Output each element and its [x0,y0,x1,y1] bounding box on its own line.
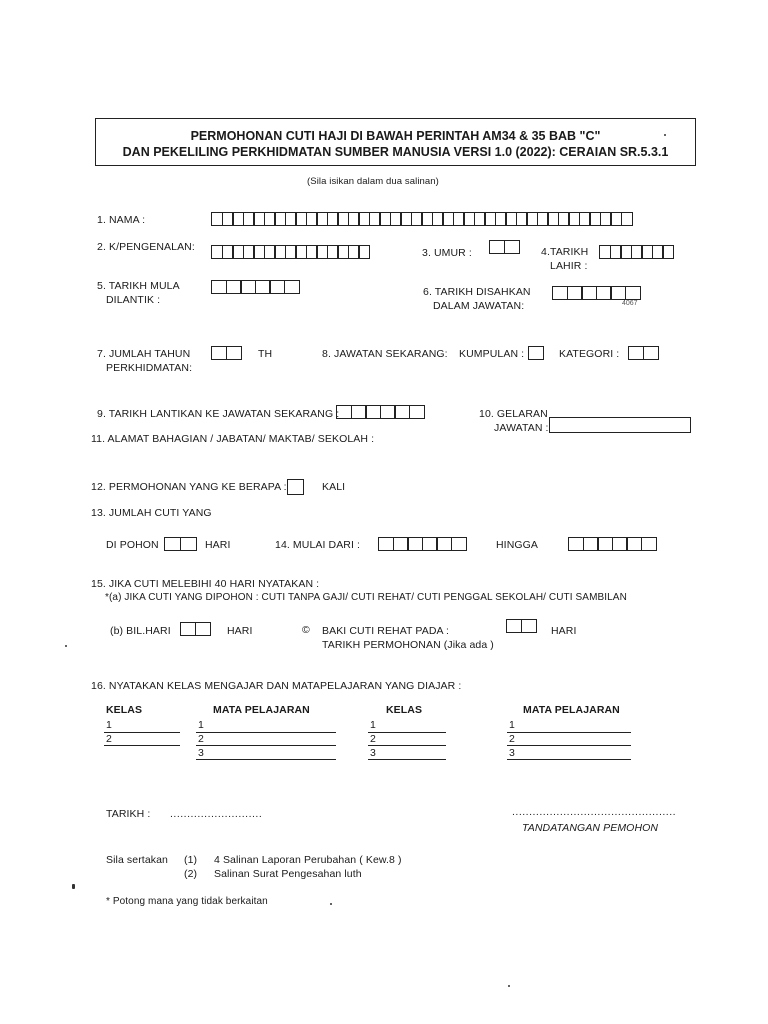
label-umur: 3. UMUR : [422,247,472,259]
attach-num-1: (1) [184,854,198,866]
label-mulai-dari: 14. MULAI DARI : [275,539,361,551]
row-num: 2 [106,733,112,745]
label-di-pohon: DI POHON [106,539,159,551]
label-tarikh-lahir-1: 4.TARIKH [541,246,589,258]
row-num: 2 [370,733,376,745]
line-mp-r2[interactable] [507,745,631,746]
line-kelas-r3[interactable] [368,759,446,760]
scan-speck [330,903,332,905]
header-mata-pelajaran-2: MATA PELAJARAN [523,704,620,716]
form-title-line-1: PERMOHONAN CUTI HAJI DI BAWAH PERINTAH AM34 & 35 BAB "C" [190,129,601,143]
label-kategori: KATEGORI : [559,348,620,360]
row-num: 3 [509,747,515,759]
row-num: 1 [106,719,112,731]
row-num: 3 [198,747,204,759]
input-nama-boxes[interactable] [211,212,631,228]
label-jumlah-cuti: 13. JUMLAH CUTI YANG [91,507,212,519]
label-disahkan-1: 6. TARIKH DISAHKAN [423,286,531,298]
label-bil-hari: (b) BIL.HARI [110,625,171,637]
attach-item-1: 4 Salinan Laporan Perubahan ( Kew.8 ) [214,854,402,866]
label-hari-15b: HARI [227,625,253,637]
attach-item-2: Salinan Surat Pengesahan luth [214,868,362,880]
line-kelas-r2[interactable] [368,745,446,746]
input-tarikh-lantikan-boxes[interactable] [336,405,423,421]
input-baki-boxes[interactable] [506,619,535,635]
label-tarikh-lantikan: 9. TARIKH LANTIKAN KE JAWATAN SEKARANG : [97,408,340,420]
header-kelas-1: KELAS [106,704,143,716]
input-umur-boxes[interactable] [489,240,518,256]
input-tarikh-lahir-boxes[interactable] [599,245,673,261]
label-c-mark: © [302,624,310,636]
header-mata-pelajaran-1: MATA PELAJARAN [213,704,310,716]
label-disahkan-2: DALAM JAWATAN: [433,300,525,312]
label-tarikh: TARIKH : [106,808,151,820]
header-kelas-2: KELAS [386,704,423,716]
label-hingga: HINGGA [496,539,539,551]
label-baki-1: BAKI CUTI REHAT PADA : [322,625,450,637]
attach-num-2: (2) [184,868,198,880]
form-subtitle: (Sila isikan dalam dua salinan) [307,176,439,187]
label-tarikh-lahir-2: LAHIR : [550,260,588,272]
input-permohonan-ke-box[interactable] [287,479,304,495]
line-mp-r3[interactable] [507,759,631,760]
scan-speck [664,134,666,136]
label-baki-2: TARIKH PERMOHONAN (Jika ada ) [322,639,494,651]
line-kelas-1[interactable] [104,732,180,733]
input-kumpulan-box[interactable] [528,346,544,360]
label-mula-dilantik-1: 5. TARIKH MULA [97,280,180,292]
scan-speck [508,985,510,987]
input-gelaran-jawatan[interactable] [549,417,691,433]
input-hingga-boxes[interactable] [568,537,655,553]
input-bil-hari-boxes[interactable] [180,622,209,638]
label-alamat: 11. ALAMAT BAHAGIAN / JABATAN/ MAKTAB/ SEKOLAH : [91,433,375,445]
row-num: 1 [370,719,376,731]
label-gelaran-2: JAWATAN : [494,422,549,434]
line-kelas-r1[interactable] [368,732,446,733]
input-mula-dilantik-boxes[interactable] [211,280,298,296]
line-mp-r1[interactable] [507,732,631,733]
input-mulai-dari-boxes[interactable] [378,537,465,553]
label-mula-dilantik-2: DILANTIK : [106,294,161,306]
label-tandatangan: TANDATANGAN PEMOHON [522,822,659,834]
label-jawatan-sekarang: 8. JAWATAN SEKARANG: [322,348,448,360]
input-kp-boxes[interactable] [211,245,369,261]
label-kp: 2. K/PENGENALAN: [97,241,195,253]
row-num: 2 [198,733,204,745]
label-sertakan: Sila sertakan [106,854,168,866]
label-th: TH [258,348,273,360]
label-jumlah-tahun-1: 7. JUMLAH TAHUN [97,348,191,360]
stamp-mark: 4067 [622,300,638,307]
row-num: 1 [198,719,204,731]
line-mp-3[interactable] [196,759,336,760]
scan-speck [65,645,67,647]
label-q15: 15. JIKA CUTI MELEBIHI 40 HARI NYATAKAN : [91,578,320,590]
signature-dotted-line[interactable]: ................................................ [512,806,677,818]
row-num: 2 [509,733,515,745]
label-kali: KALI [322,481,346,493]
tarikh-dotted-line[interactable]: ........................... [170,808,263,820]
input-kategori-boxes[interactable] [628,346,657,362]
footnote: * Potong mana yang tidak berkaitan [106,896,268,907]
label-hari-13: HARI [205,539,231,551]
label-kumpulan: KUMPULAN : [459,348,525,360]
label-q16: 16. NYATAKAN KELAS MENGAJAR DAN MATAPELAJARAN YANG DIAJAR : [91,680,462,692]
label-q15a: *(a) JIKA CUTI YANG DIPOHON : CUTI TANPA GAJI/ CUTI REHAT/ CUTI PENGGAL SEKOLAH/ CUTI SAMBILAN [105,592,627,603]
label-gelaran-1: 10. GELARAN [479,408,548,420]
row-num: 3 [370,747,376,759]
line-kelas-2[interactable] [104,745,180,746]
label-nama: 1. NAMA : [97,214,146,226]
label-hari-15c: HARI [551,625,577,637]
row-num: 1 [509,719,515,731]
line-mp-2[interactable] [196,745,336,746]
input-jumlah-tahun-boxes[interactable] [211,346,240,362]
form-title-box [95,118,696,166]
line-mp-1[interactable] [196,732,336,733]
form-title-line-2: DAN PEKELILING PERKHIDMATAN SUMBER MANUSIA VERSI 1.0 (2022): CERAIAN SR.5.3.1 [122,145,669,159]
label-jumlah-tahun-2: PERKHIDMATAN: [106,362,193,374]
scan-speck [72,884,75,889]
label-permohonan-ke: 12. PERMOHONAN YANG KE BERAPA : [91,481,287,493]
input-di-pohon-boxes[interactable] [164,537,195,553]
